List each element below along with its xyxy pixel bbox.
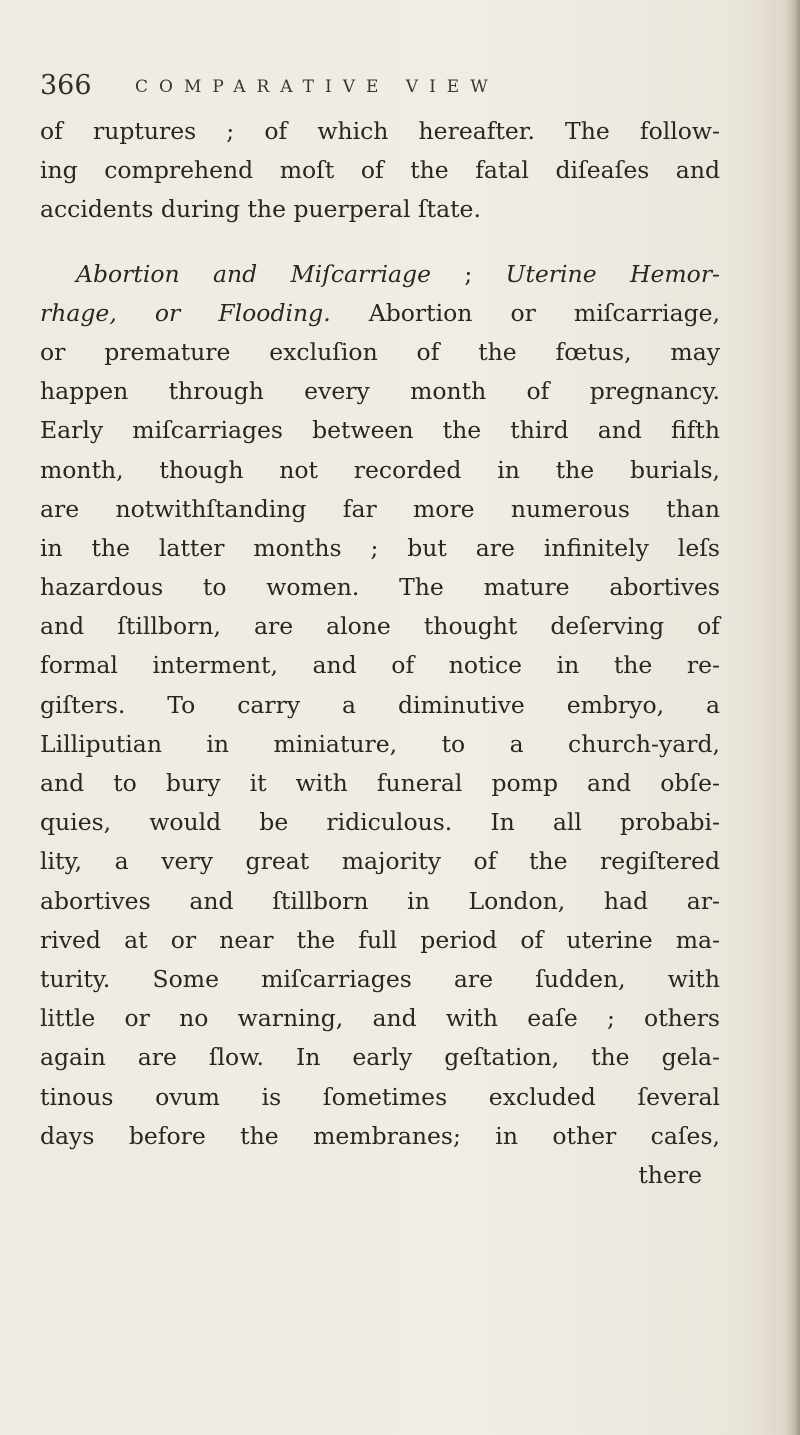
- text-line: little or no warning, and with eaſe ; others: [40, 1004, 720, 1033]
- heading-uterine: Uterine Hemor-: [505, 259, 720, 288]
- page-header: [40, 68, 740, 108]
- text-line: turity. Some miſcarriages are ſudden, with: [40, 964, 720, 993]
- text-line: [40, 294, 720, 333]
- text-line: again are ſlow. In early geſtation, the gela-: [40, 1043, 720, 1072]
- text-line: happen through every month of pregnancy.: [40, 377, 720, 406]
- text-line: formal interment, and of notice in the re-: [40, 651, 720, 680]
- catchword: there: [638, 1160, 702, 1189]
- text-run: Abortion or miſcarriage,: [330, 298, 721, 327]
- text-line: rived at or near the full period of uterine ma-: [40, 925, 720, 954]
- heading-abortion: Abortion and Miſcarriage: [76, 259, 431, 288]
- text-line: lity, a very great majority of the regiſtered: [40, 847, 720, 876]
- text-line: and to bury it with funeral pomp and obſe-: [40, 769, 720, 797]
- running-head: COMPARATIVE VIEW: [135, 77, 499, 97]
- text-line: abortives and ſtillborn in London, had ar-: [40, 886, 720, 915]
- text-line: giſters. To carry a diminutive embryo, a: [40, 690, 720, 719]
- text-line: are notwithſtanding far more numerous than: [40, 494, 720, 523]
- text-line: quies, would be ridiculous. In all probabi-: [40, 808, 720, 837]
- text-line: days before the membranes; in other caſes,: [40, 1121, 720, 1150]
- page-edge-shadow: [786, 0, 800, 1435]
- heading-separator: ;: [430, 259, 506, 288]
- text-line: of ruptures ; of which hereafter. The follow-: [40, 117, 720, 145]
- body-text: [40, 112, 720, 1195]
- text-line: in the latter months ; but are infinitely leſs: [40, 533, 720, 562]
- text-line: accidents during the puerperal ſtate.: [40, 195, 481, 224]
- heading-flooding: rhage, or Flooding.: [40, 298, 331, 327]
- text-line: tinous ovum is ſometimes excluded ſeveral: [40, 1082, 720, 1111]
- page-number: 366: [40, 70, 92, 101]
- text-line: month, though not recorded in the burials,: [40, 455, 720, 484]
- text-line: Early miſcarriages between the third and fifth: [40, 416, 720, 445]
- section-heading-line: [40, 255, 720, 294]
- text-line: Lilliputian in miniature, to a church-yard,: [40, 729, 720, 758]
- text-line: or premature excluſion of the fœtus, may: [40, 337, 720, 366]
- text-line: ing comprehend moſt of the fatal diſeaſes and: [40, 156, 720, 185]
- text-line: hazardous to women. The mature abortives: [40, 573, 720, 602]
- text-line: and ſtillborn, are alone thought deſerving of: [40, 612, 720, 641]
